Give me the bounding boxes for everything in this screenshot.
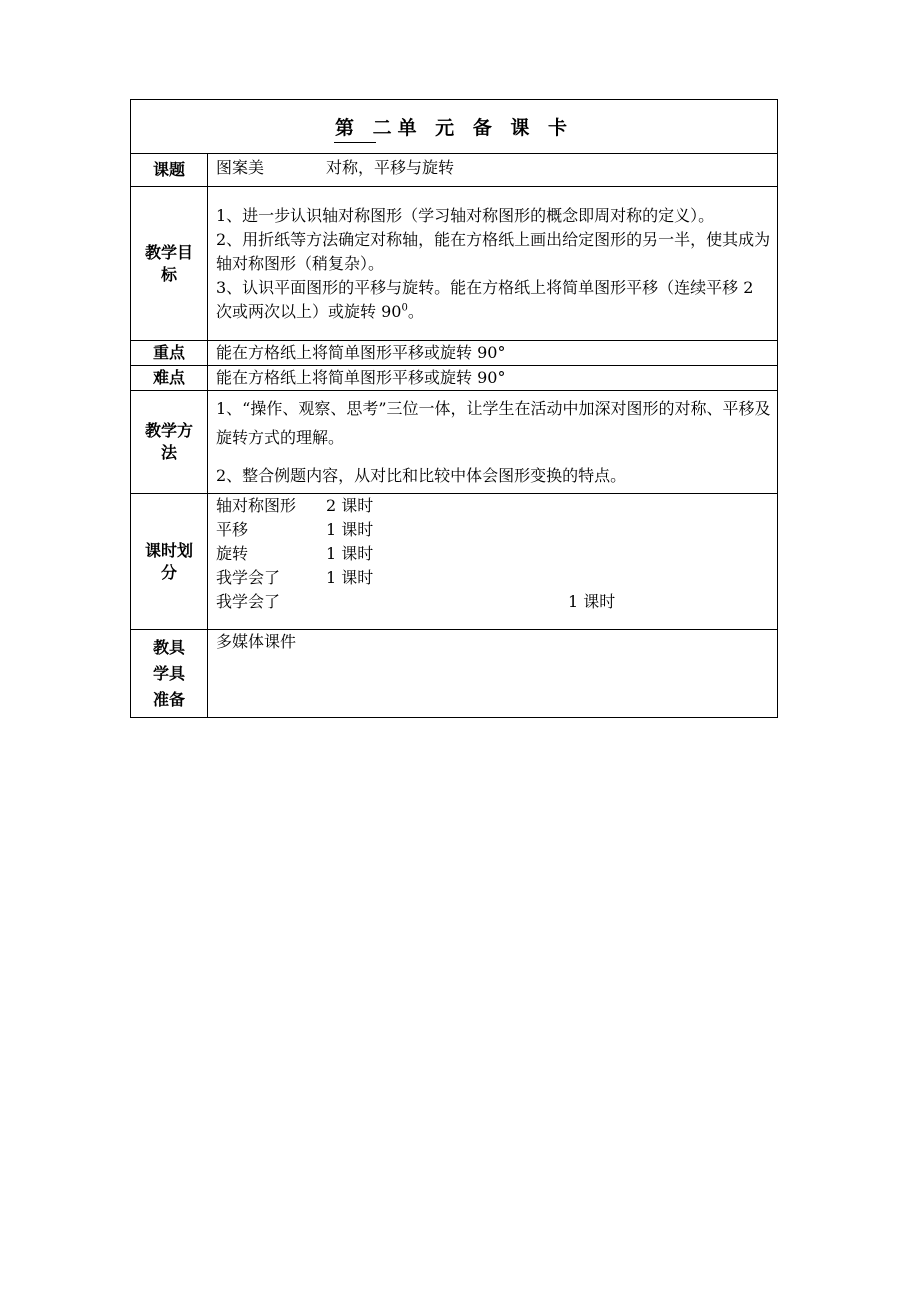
schedule-item <box>216 542 771 566</box>
degree-mark: 0 <box>401 302 408 314</box>
method-item: 1、“操作、观察、思考”三位一体，让学生在活动中加深对图形的对称、平移及旋转方式的理解。 <box>216 399 771 447</box>
topic-row <box>131 154 778 187</box>
topic-label: 课题 <box>131 154 208 187</box>
schedule-item-hours: 2 课时 <box>326 496 374 515</box>
method-item: 2、整合例题内容，从对比和比较中体会图形变换的特点。 <box>216 466 627 485</box>
schedule-item-name: 轴对称图形 <box>216 496 297 515</box>
schedule-row <box>131 494 778 630</box>
objectives-label: 教学目标 <box>131 187 208 341</box>
title-row <box>131 100 778 154</box>
topic-content <box>208 154 778 187</box>
title-underline <box>334 142 376 143</box>
schedule-item-hours: 1 课时 <box>326 520 374 539</box>
schedule-item <box>216 590 771 614</box>
schedule-item-name: 平移 <box>216 520 249 539</box>
title-cell <box>131 100 778 154</box>
schedule-item-hours: 1 课时 <box>326 544 374 563</box>
materials-label: 教具学具准备 <box>131 630 208 718</box>
difficulty-label: 难点 <box>131 366 208 391</box>
materials-row <box>131 630 778 718</box>
key-point-row <box>131 341 778 366</box>
method-label: 教学方法 <box>131 391 208 494</box>
topic-unit: 图案美 <box>216 158 265 177</box>
schedule-item <box>216 494 771 518</box>
topic-subtitle: 对称，平移与旋转 <box>326 158 455 177</box>
schedule-item-hours: 1 课时 <box>326 568 374 587</box>
difficulty-row <box>131 366 778 391</box>
difficulty-text: 能在方格纸上将简单图形平移或旋转 90° <box>208 366 778 391</box>
schedule-label: 课时划分 <box>131 494 208 630</box>
key-point-label: 重点 <box>131 341 208 366</box>
key-point-text: 能在方格纸上将简单图形平移或旋转 90° <box>208 341 778 366</box>
objectives-row <box>131 187 778 341</box>
method-content <box>208 391 778 494</box>
schedule-item <box>216 518 771 542</box>
schedule-item-name: 我学会了 <box>216 592 281 611</box>
objective-item: 1、进一步认识轴对称图形（学习轴对称图形的概念即周对称的定义）。 <box>216 205 715 225</box>
objectives-content <box>208 187 778 341</box>
materials-text: 多媒体课件 <box>208 630 778 718</box>
schedule-item-hours: 1 课时 <box>568 592 616 611</box>
schedule-content <box>208 494 778 630</box>
lesson-prep-card <box>130 99 778 718</box>
method-row <box>131 391 778 494</box>
schedule-item-name: 我学会了 <box>216 568 281 587</box>
schedule-item <box>216 566 771 590</box>
schedule-item-name: 旋转 <box>216 544 249 563</box>
objective-item: 3、认识平面图形的平移与旋转。能在方格纸上将简单图形平移（连续平移 2 次或两次以上）或旋转 $90^0$。 <box>216 277 754 321</box>
objective-item: 2、用折纸等方法确定对称轴，能在方格纸上画出给定图形的另一半，使其成为轴对称图形（稍复杂）。 <box>216 229 771 273</box>
card-title: 第 二单 元 备 课 卡 <box>334 117 574 139</box>
